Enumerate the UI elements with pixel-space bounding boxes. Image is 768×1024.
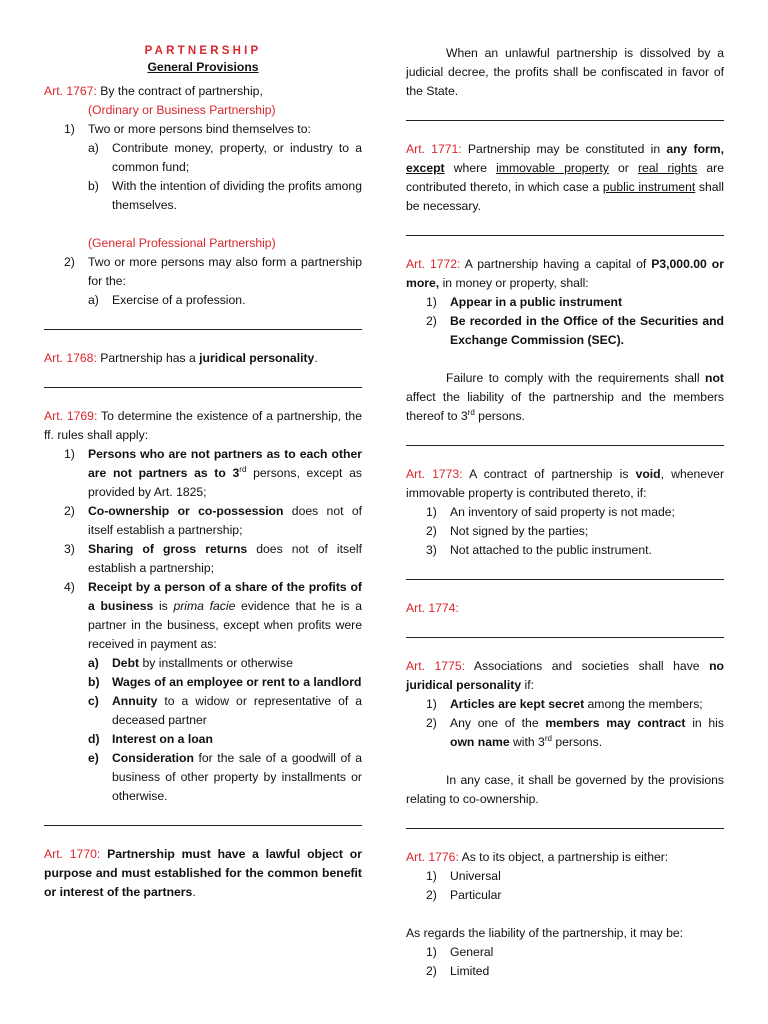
list-item: 1) Articles are kept secret among the members;	[426, 697, 703, 711]
page-title: PARTNERSHIP	[144, 45, 262, 57]
list-item: e) Consideration for the sale of a goodwill of a business of other property by installments or otherwise.	[88, 751, 362, 803]
divider	[406, 445, 724, 446]
list-item: 1) An inventory of said property is not made;	[426, 505, 675, 519]
list-item: 2) Two or more persons may also form a partnership for the:	[64, 255, 362, 288]
article-1770: Art. 1770: Partnership must have a lawful object or purpose and must established for the common benefit or interest of the partners.	[44, 847, 362, 899]
divider	[406, 579, 724, 580]
list-item: b) With the intention of dividing the profits among themselves.	[88, 179, 362, 212]
list-item: 1) General	[426, 945, 494, 959]
list-item: d) Interest on a loan	[88, 732, 213, 746]
article-1771: Art. 1771: Partnership may be constituted in any form, except where immovable property or real rights are contributed thereto, in which case a public instrument shall be necessary.	[406, 142, 724, 213]
list-item: a) Debt by installments or otherwise	[88, 656, 293, 670]
right-column	[406, 44, 724, 981]
list-item: 2) Co-ownership or co-possession does not of itself establish a partnership;	[64, 504, 362, 537]
list-item: 1) Persons who are not partners as to each other are not partners as to 3rd persons, except as provided by Art. 1825;	[64, 447, 362, 499]
divider	[406, 235, 724, 236]
divider	[44, 387, 362, 388]
list-item: c) Annuity to a widow or representative of a deceased partner	[88, 694, 362, 727]
list-item: 4) Receipt by a person of a share of the profits of a business is prima facie evidence that he is a partner in the business, except when profits were received in payment as:	[64, 580, 363, 651]
list-item: 1) Universal	[426, 869, 501, 883]
list-item: 2) Any one of the members may contract in his own name with 3rd persons.	[426, 716, 724, 749]
failure-paragraph: Failure to comply with the requirements shall not affect the liability of the partnership and the members thereof to 3rd persons.	[406, 371, 724, 423]
list-item: b) Wages of an employee or rent to a landlord	[88, 675, 362, 689]
liability-paragraph: As regards the liability of the partnership, it may be:	[406, 926, 684, 940]
list-item: a) Contribute money, property, or industry to a common fund;	[88, 141, 362, 174]
list-item: 2) Not signed by the parties;	[426, 524, 589, 538]
divider	[406, 637, 724, 638]
list-item: 1) Appear in a public instrument	[426, 295, 622, 309]
co-ownership-paragraph: In any case, it shall be governed by the provisions relating to co-ownership.	[406, 773, 724, 806]
article-1776: Art. 1776: As to its object, a partnership is either: 1) Universal 2) Particular As regards the liability of the partnership, it may be: 1) General 2) Limited	[406, 848, 724, 981]
list-item: 2) Limited	[426, 964, 490, 978]
list-item: 3) Not attached to the public instrument.	[426, 543, 652, 557]
divider	[44, 825, 362, 826]
article-1768: Art. 1768: Partnership has a juridical personality.	[44, 351, 318, 365]
left-column	[44, 44, 362, 902]
article-number: Art. 1767:	[44, 84, 97, 98]
article-1772: Art. 1772: A partnership having a capital of P3,000.00 or more, in money or property, shall: 1) Appear in a public instrument 2) Be recorded in the Office of the Securities and Exchange Commission (SEC). Failure to comply with the requirements shall not affect the liability of the partnership and the members thereof to 3rd persons.	[406, 255, 724, 426]
unlawful-partnership-paragraph: When an unlawful partnership is dissolved by a judicial decree, the profits shall be confiscated in favor of the State.	[406, 46, 724, 98]
article-1767	[44, 82, 362, 310]
subheading: (Ordinary or Business Partnership)	[88, 103, 276, 117]
article-1774: Art. 1774:	[406, 601, 459, 615]
article-1773: Art. 1773: A contract of partnership is void, whenever immovable property is contributed thereto, if: 1) An inventory of said property is not made; 2) Not signed by the parties; 3) Not attached to the public instrument.	[406, 465, 724, 560]
article-1775: Art. 1775: Associations and societies shall have no juridical personality if: 1) Articles are kept secret among the members; 2) Any one of the members may contract in his own name with 3rd persons. In any case, it shall be governed by the provisions relating to co-ownership.	[406, 657, 724, 809]
article-text: By the contract of partnership,	[100, 84, 263, 98]
divider	[406, 120, 724, 121]
subheading: (General Professional Partnership)	[88, 236, 276, 250]
list-item: a) Exercise of a profession.	[88, 293, 246, 307]
divider	[406, 828, 724, 829]
article-1769: Art. 1769: To determine the existence of a partnership, the ff. rules shall apply: 1) Persons who are not partners as to each other are not partners as to 3rd persons, except as provided by Art. 1825; 2) Co-ownership or co-possession does not of itself establish a partnership; 3) Sharing of gross returns does not of itself establish a partnership; 4) Receipt by a person of a share of the profits of a business is prima facie evidence that he is a partner in the business, except when profits were received in payment as: a) Debt by installments or otherwise b) Wages of an employee or rent to a landlord c) Annuity to a widow or representative of a deceased partner d) Interest on a loan e) Consideration for the sale of a goodwill of a business of other property by installments or otherwise.	[44, 407, 362, 806]
list-item: 2) Be recorded in the Office of the Securities and Exchange Commission (SEC).	[426, 314, 724, 347]
list-item: 3) Sharing of gross returns does not of itself establish a partnership;	[64, 542, 362, 575]
divider	[44, 329, 362, 330]
page-subtitle: General Provisions	[147, 60, 259, 74]
list-item: 2) Particular	[426, 888, 502, 902]
list-item: 1) Two or more persons bind themselves to:	[64, 122, 311, 136]
